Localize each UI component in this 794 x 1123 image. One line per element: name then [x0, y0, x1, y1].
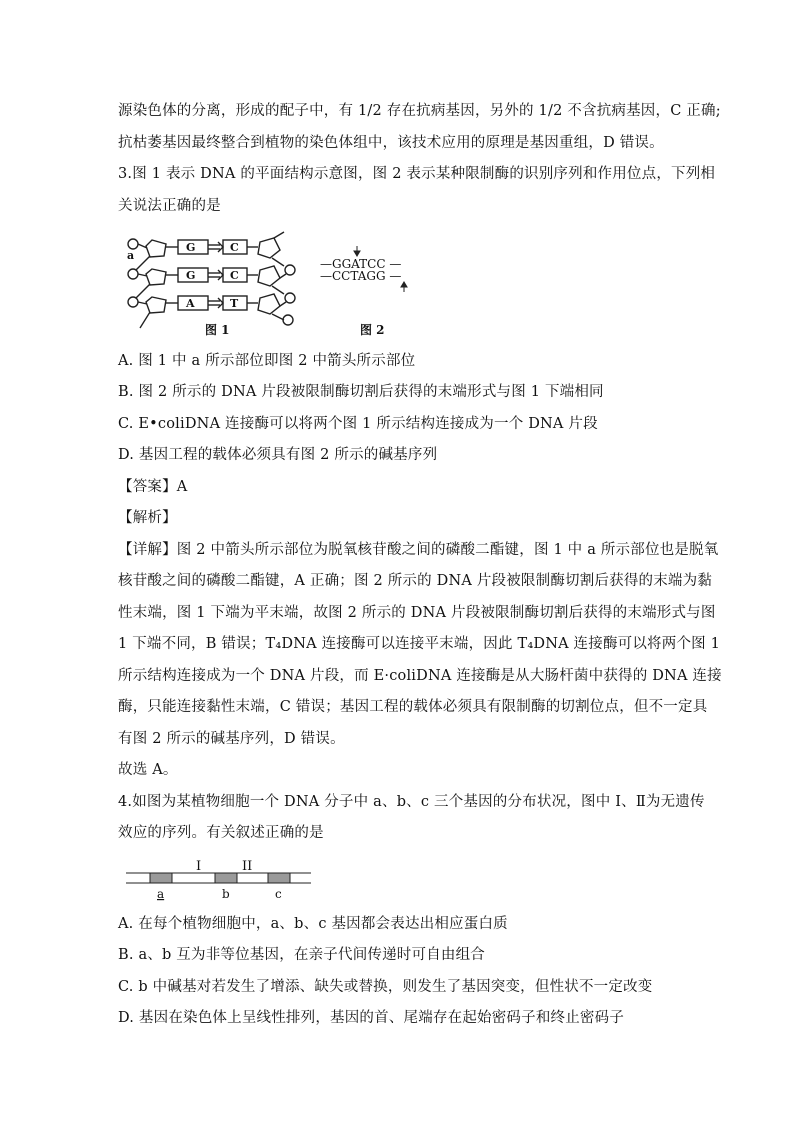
figure-1-caption: 图 1 [205, 323, 230, 337]
figure-1-dna-structure [120, 230, 300, 342]
explanation-line: 有图 2 所示的碱基序列，D 错误。 [118, 731, 345, 747]
question-3-stem: 3.图 1 表示 DNA 的平面结构示意图，图 2 表示某种限制酶的识别序列和作用位点，下列相 [118, 166, 716, 182]
base-label: C [230, 241, 239, 254]
base-label: T [230, 297, 239, 310]
analysis-label: 【解析】 [118, 510, 177, 526]
gene-label-a: a [157, 887, 165, 901]
region-label-I: I [196, 859, 202, 874]
gene-a-segment [150, 873, 172, 883]
gene-label-b: b [222, 887, 230, 901]
option-a: A. 在每个植物细胞中，a、b、c 基因都会表达出相应蛋白质 [118, 916, 508, 932]
conclusion-line: 故选 A。 [118, 762, 178, 778]
bottom-strand: —CCTAGG — [320, 269, 402, 283]
question-3-stem: 关说法正确的是 [118, 198, 221, 214]
text-line: 抗枯萎基因最终整合到植物的染色体组中，该技术应用的原理是基因重组，D 错误。 [118, 135, 664, 151]
gene-b-segment [215, 873, 237, 883]
gene-label-c: c [275, 887, 282, 901]
explanation-line: 性末端，图 1 下端为平末端，故图 2 所示的 DNA 片段被限制酶切割后获得的末端形式与图 [118, 605, 716, 621]
option-b: B. 图 2 所示的 DNA 片段被限制酶切割后获得的末端形式与图 1 下端相同 [118, 384, 604, 400]
question-4-stem: 效应的序列。有关叙述正确的是 [118, 825, 324, 841]
explanation-line: 【详解】图 2 中箭头所示部位为脱氧核苷酸之间的磷酸二酯键，图 1 中 a 所示部位也是脱氧 [118, 542, 719, 558]
figure-2-restriction-site [318, 240, 438, 336]
explanation-line: 所示结构连接成为一个 DNA 片段，而 E·coliDNA 连接酶是从大肠杆菌中获得的 DNA 连接 [118, 668, 722, 684]
option-d: D. 基因在染色体上呈线性排列，基因的首、尾端存在起始密码子和终止密码子 [118, 1010, 625, 1026]
base-label: C [230, 269, 239, 282]
base-label: G [186, 241, 196, 254]
gene-c-segment [268, 873, 290, 883]
explanation-line: 1 下端不同，B 错误；T₄DNA 连接酶可以连接平末端，因此 T₄DNA 连接酶可以将两个图 1 [118, 636, 721, 652]
answer-label: 【答案】A [118, 479, 188, 495]
figure-gene-distribution [126, 856, 316, 904]
base-label: G [186, 269, 196, 282]
base-label: A [186, 297, 195, 310]
question-4-stem: 4.如图为某植物细胞一个 DNA 分子中 a、b、c 三个基因的分布状况，图中 Ⅰ、Ⅱ为无遗传 [118, 794, 705, 810]
explanation-line: 核苷酸之间的磷酸二酯键，A 正确；图 2 所示的 DNA 片段被限制酶切割后获得的末端为黏 [118, 573, 713, 589]
figure-1-marker-a: a [127, 249, 135, 262]
option-c: C. b 中碱基对若发生了增添、缺失或替换，则发生了基因突变，但性状不一定改变 [118, 979, 653, 995]
option-b: B. a、b 互为非等位基因，在亲子代间传递时可自由组合 [118, 947, 486, 963]
option-a: A. 图 1 中 a 所示部位即图 2 中箭头所示部位 [118, 353, 416, 369]
explanation-line: 酶，只能连接黏性末端，C 错误；基因工程的载体必须具有限制酶的切割位点，但不一定具 [118, 699, 708, 715]
text-line: 源染色体的分离，形成的配子中，有 1/2 存在抗病基因，另外的 1/2 不含抗病基因，C 正确; [118, 103, 721, 119]
option-c: C. E•coliDNA 连接酶可以将两个图 1 所示结构连接成为一个 DNA 片段 [118, 416, 598, 432]
option-d: D. 基因工程的载体必须具有图 2 所示的碱基序列 [118, 447, 438, 463]
top-strand: —GGATCC — [320, 257, 402, 271]
figure-2-caption: 图 2 [360, 323, 385, 336]
region-label-II: II [242, 859, 253, 874]
